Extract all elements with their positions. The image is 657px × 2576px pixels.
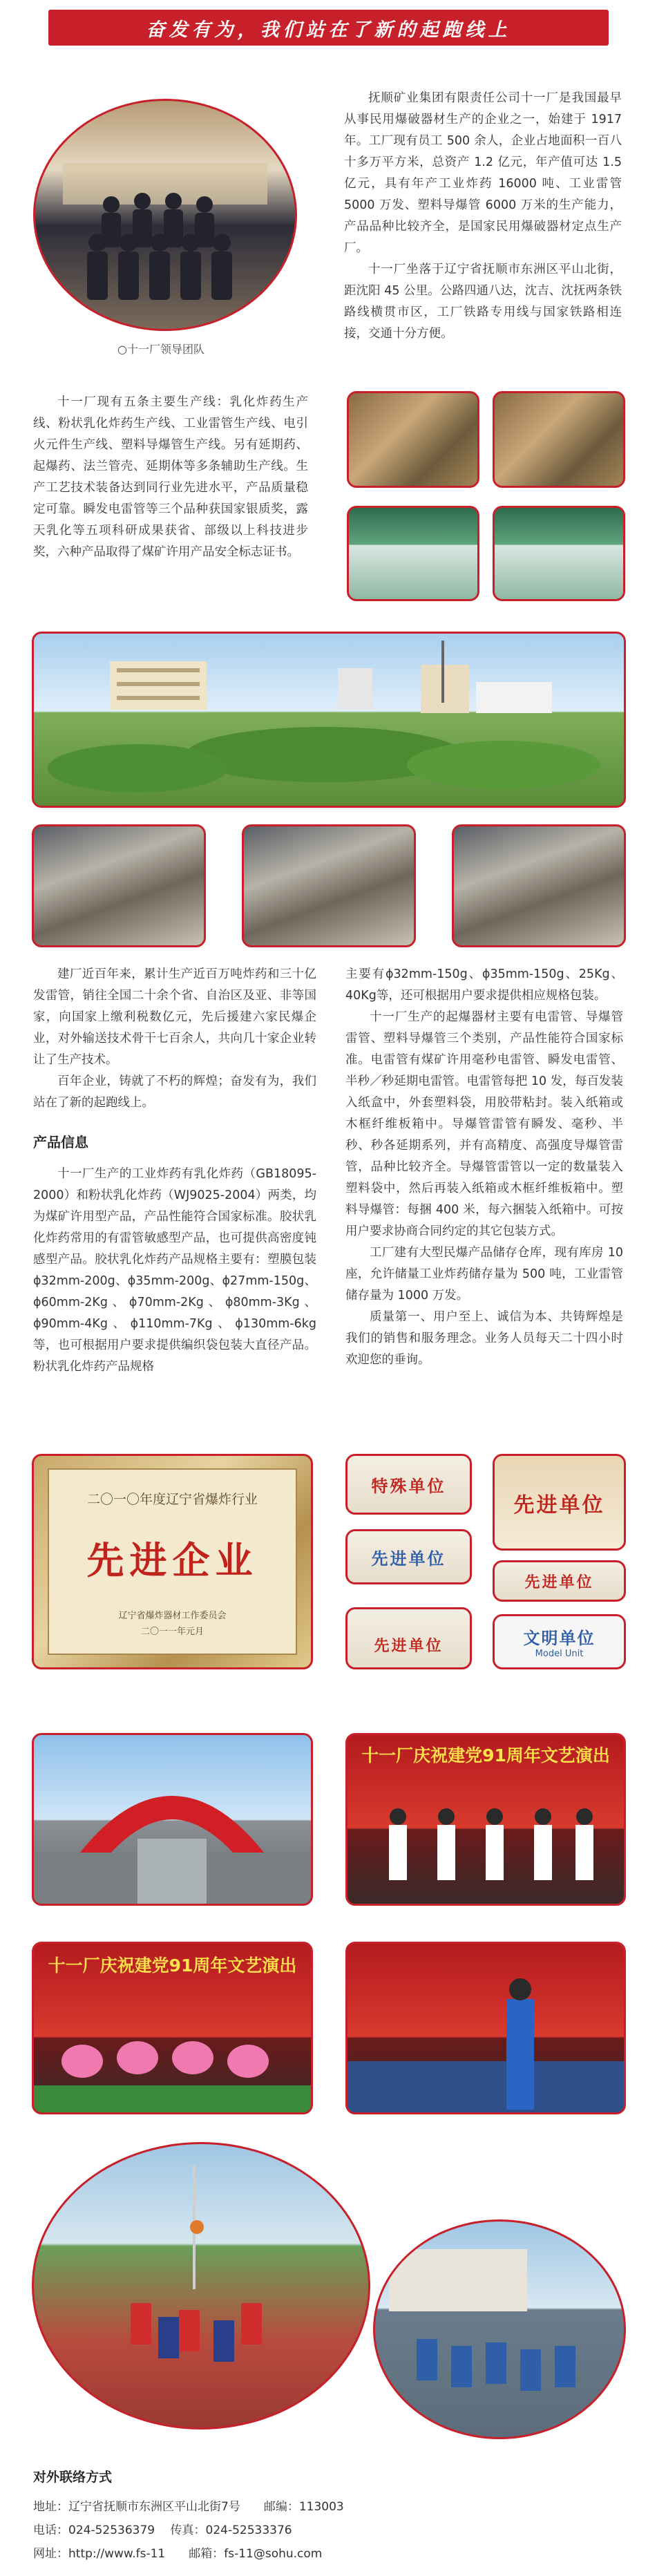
plaque-issuer: 辽宁省爆炸器材工作委员会 (118, 1611, 227, 1621)
dance-photo (32, 1942, 313, 2114)
certificate-1 (345, 1454, 472, 1515)
production-lines-text (33, 392, 308, 563)
quarry-photo-1 (347, 391, 479, 488)
quarry-photo-2 (493, 391, 625, 488)
performance-photo-1 (345, 1733, 626, 1906)
award-plaque-photo (32, 1454, 313, 1669)
equipment-photo-2 (242, 824, 416, 947)
intro-paragraph-1: 抚顺矿业集团有限责任公司十一厂是我国最早从事民用爆破器材生产的企业之一，始建于 1917 年。工厂现有员工 500 余人，企业占地面积一百八十多万平方米，总资产 1.2 亿元，年产值可达 1.5 亿元，具有年产工业炸药 16000 吨、工业雷管 5000 万发、塑料导爆管 6000 万米的生产能力，产品品种比较齐全，是国家民用爆破器材定点生产厂。 (344, 91, 622, 255)
leadership-figures (35, 101, 295, 329)
tug-of-war-photo (373, 2219, 626, 2439)
product-text-left (33, 1164, 316, 1378)
certificate-4 (493, 1560, 626, 1602)
plaque-line-1: 二〇一〇年度辽宁省爆炸行业 (86, 1492, 258, 1507)
event-banner-2: 十一厂庆祝建党91周年文艺演出 (48, 1955, 297, 1976)
equipment-photo-3 (452, 824, 626, 947)
certificate-4-title: 先进单位 (524, 1574, 594, 1591)
certificate-5-title: 先进单位 (374, 1638, 444, 1655)
certificate-2-title: 先进单位 (513, 1493, 605, 1517)
product-text-right (345, 964, 623, 1371)
history-paragraph-1: 建厂近百年来，累计生产近百万吨炸药和三十亿发雷管，销往全国二十余个省、自治区及亚、非等国家，向国家上缴利税数亿元，先后援建六家民爆企业，对外输送技术骨干七百余人，共向几十家企业转让了生产技术。 (33, 967, 316, 1067)
page-banner (48, 10, 609, 46)
product-right-paragraph-1: 主要有ϕ32mm-150g、ϕ35mm-150g、25Kg、40Kg等，还可根据用户要求提供相应规格包装。 (345, 967, 623, 1003)
history-text (33, 964, 316, 1114)
performers-drawing-2 (347, 1944, 624, 2112)
arch-drawing (34, 1735, 311, 1904)
contact-phone: 电话：024-52536379 传真：024-52533376 (33, 2523, 292, 2537)
equipment-photo-1 (32, 824, 206, 947)
contact-web[interactable]: 网址：http://www.fs-11 邮箱：fs-11@sohu.com (33, 2547, 323, 2561)
plaque-main-title: 先进企业 (86, 1538, 258, 1582)
intro-paragraph-2: 十一厂坐落于辽宁省抚顺市东洲区平山北街，距沈阳 45 公里。公路四通八达，沈吉、沈抚两条铁路线横贯市区，工厂铁路专用线与国家铁路相连接，交通十分方便。 (344, 263, 622, 341)
leadership-caption: ○十一厂领导团队 (117, 343, 204, 356)
certificate-2 (493, 1454, 626, 1551)
basketball-players-drawing (34, 2144, 368, 2427)
factory-panorama-photo (32, 632, 626, 808)
certificate-6 (493, 1614, 626, 1669)
intro-text (344, 88, 622, 345)
celebration-arch-photo (32, 1733, 313, 1906)
certificate-3-title: 先进单位 (371, 1549, 446, 1569)
certificate-6-subtitle: Model Unit (535, 1649, 584, 1659)
plaque-date: 二〇一一年元月 (140, 1627, 204, 1637)
certificate-1-title: 特殊单位 (371, 1477, 446, 1496)
certificate-6-title: 文明单位 (523, 1629, 596, 1648)
basketball-photo (32, 2142, 370, 2430)
certificate-3 (345, 1529, 472, 1584)
workshop-photo-1 (347, 506, 479, 601)
product-right-paragraph-3: 工厂建有大型民爆产品储存仓库，现有库房 10 座，允许储量工业炸药储存量为 500 吨，工业雷管储存量为 1000 万发。 (345, 1246, 623, 1303)
contact-address: 地址：辽宁省抚顺市东洲区平山北街7号 邮编：113003 (33, 2500, 344, 2514)
product-heading: 产品信息 (33, 1134, 88, 1150)
history-paragraph-2: 百年企业，铸就了不朽的辉煌；奋发有为，我们站在了新的起跑线上。 (33, 1074, 316, 1110)
workshop-photo-2 (493, 506, 625, 601)
contact-heading: 对外联络方式 (33, 2470, 113, 2485)
certificate-5 (345, 1607, 472, 1669)
event-banner-1: 十一厂庆祝建党91周年文艺演出 (361, 1745, 610, 1765)
panorama-buildings (34, 634, 624, 806)
performance-photo-2 (345, 1942, 626, 2114)
product-right-paragraph-4: 质量第一、用户至上、诚信为本、共铸辉煌是我们的销售和服务理念。业务人员每天二十四小时欢迎您的垂询。 (345, 1310, 623, 1367)
product-right-paragraph-2: 十一厂生产的起爆器材主要有电雷管、导爆管雷管、塑料导爆管三个类别，产品性能符合国家标准。电雷管有煤矿许用毫秒电雷管、瞬发电雷管、半秒／秒延期电雷管。电雷管每把 10 发，每百发装入纸盒中，外套塑料袋，用胶带粘封。装入纸箱或木框纤维板箱中。导爆管雷管有瞬发、毫秒、半秒、秒各延期系列，并有高精度、高强度导爆管雷管，品种比较齐全。导爆管雷管以一定的数量装入塑料袋中，然后再装入纸箱或木框纤维板箱中。塑料导爆管：每捆 400 米，每六捆装入纸箱中。可按用户要求协商合同约定的其它包装方式。 (345, 1010, 623, 1238)
lines-paragraph: 十一厂现有五条主要生产线：乳化炸药生产线、粉状乳化炸药生产线、工业雷管生产线、电引火元件生产线、塑料导爆管生产线。另有延期药、起爆药、法兰管壳、延期体等多条辅助生产线。生产工艺技术装备达到同行业先进水平，产品质量稳定可靠。瞬发电雷管等三个品种获国家银质奖，露天乳化等五项科研成果获省、部级以上科技进步奖，六种产品取得了煤矿许用产品安全标志证书。 (33, 395, 308, 559)
leadership-photo (33, 99, 297, 331)
banner-title: 奋发有为，我们站在了新的起跑线上 (146, 19, 511, 41)
product-left-paragraph: 十一厂生产的工业炸药有乳化炸药（GB18095-2000）和粉状乳化炸药（WJ9025-2004）两类，均为煤矿许用型产品，产品性能符合国家标准。胶状乳化炸药常用的有雷管敏感型产品，也可提供高密度钝感型产品。胶状乳化炸药产品规格主要有：塑膜包装 ϕ32mm-200g、ϕ35mm-200g、ϕ27mm-150g、ϕ60mm-2Kg、ϕ70mm-2Kg、ϕ80mm-3Kg、ϕ90mm-4Kg、ϕ110mm-7Kg、ϕ130mm-6kg 等，也可根据用户要求提供编织袋包装大直径产品。粉状乳化炸药产品规格 (33, 1167, 316, 1374)
tug-of-war-drawing (375, 2222, 624, 2437)
